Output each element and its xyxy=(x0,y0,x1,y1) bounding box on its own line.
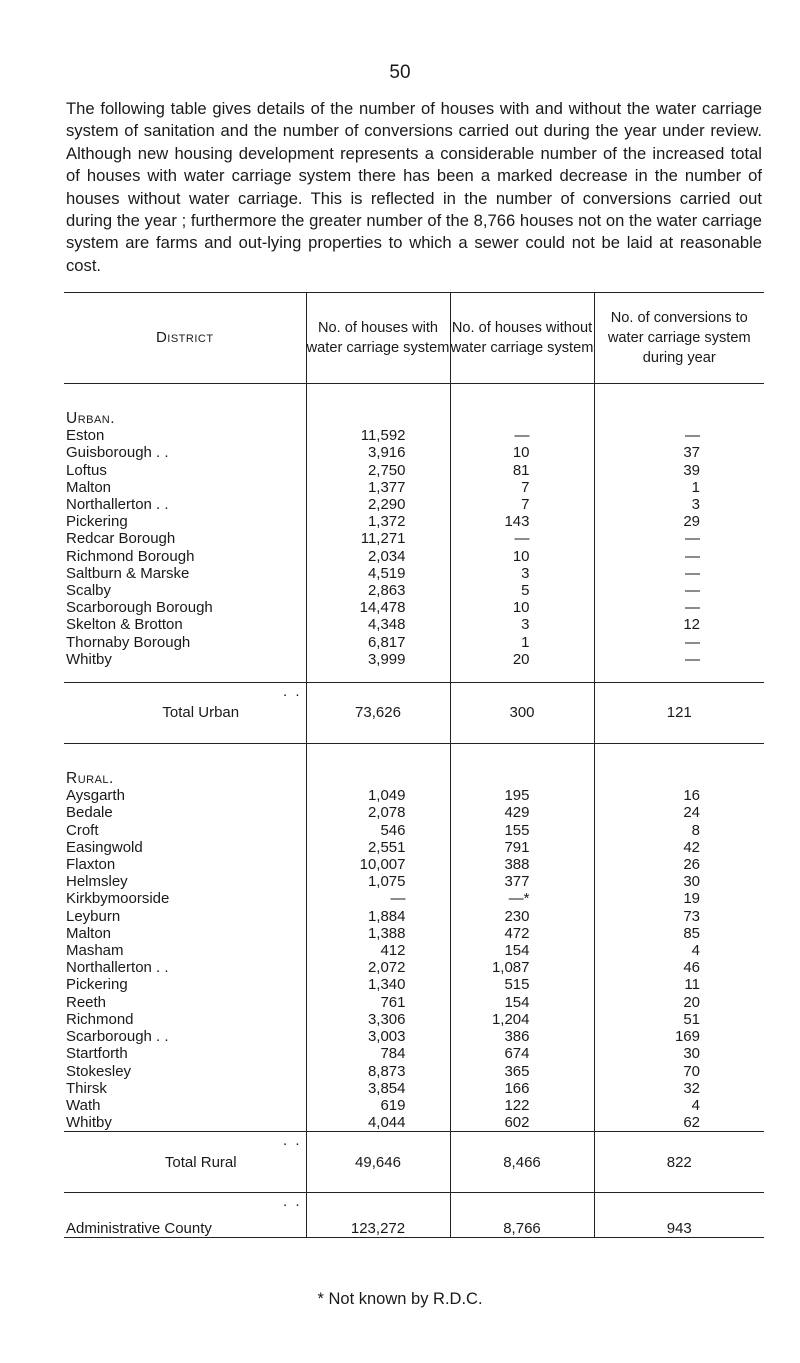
houses-with-value: 14,478 xyxy=(306,599,450,616)
table-row xyxy=(64,530,764,547)
table-row xyxy=(64,804,764,821)
district-name: Malton xyxy=(66,478,112,496)
conversions-value: — xyxy=(594,427,764,444)
conversions-value: — xyxy=(594,582,764,599)
total-without-value: 8,466 xyxy=(450,1132,594,1193)
district-name: Kirkbymoorside xyxy=(66,890,170,908)
conversions-value: 39 xyxy=(594,462,764,479)
table-row xyxy=(64,616,764,633)
conversions-value: 73 xyxy=(594,908,764,925)
houses-with-value: 3,916 xyxy=(306,444,450,461)
conversions-value: 4 xyxy=(594,942,764,959)
table-row xyxy=(64,890,764,907)
table-row xyxy=(64,1011,764,1028)
district-name: Guisborough . . xyxy=(66,444,169,462)
district-name: Easingwold xyxy=(66,838,143,856)
total-urban-row xyxy=(64,683,764,744)
table-row xyxy=(64,976,764,993)
total-with-value: 73,626 xyxy=(306,683,450,744)
houses-with-value: 8,873 xyxy=(306,1063,450,1080)
houses-without-value: 365 xyxy=(450,1063,594,1080)
table-row xyxy=(64,1045,764,1062)
houses-without-value: 10 xyxy=(450,548,594,565)
houses-without-value: 429 xyxy=(450,804,594,821)
intro-paragraph: The following table gives details of the number of houses with and without the water carriage system of sanitation and the number of conversions carried out during the year under review. Although new housing development represents a considerable number of the increased total of houses with water carriage system there has been a marked decrease in the number of houses without water carriage. This is reflected in the number of conversions carried out during the year ; furthermore the greater number of the 8,766 houses not on the water carriage system are farms and out-lying properties to which a sewer could not be laid at reasonable cost. xyxy=(66,99,762,275)
district-name: Skelton & Brotton xyxy=(66,616,183,634)
houses-without-value: 230 xyxy=(450,908,594,925)
houses-without-value: 5 xyxy=(450,582,594,599)
district-name: Croft xyxy=(66,821,99,839)
houses-without-value: 154 xyxy=(450,994,594,1011)
houses-with-value: 1,388 xyxy=(306,925,450,942)
section-heading-row xyxy=(64,410,764,427)
conversions-value: 30 xyxy=(594,1045,764,1062)
houses-without-value: 166 xyxy=(450,1080,594,1097)
conversions-value: 46 xyxy=(594,959,764,976)
district-name: Eston xyxy=(66,427,105,445)
district-name: Scalby xyxy=(66,582,112,600)
district-name: Startforth xyxy=(66,1045,128,1063)
houses-without-value: 1 xyxy=(450,634,594,651)
houses-with-value: 1,372 xyxy=(306,513,450,530)
table-row xyxy=(64,873,764,890)
houses-without-value: 602 xyxy=(450,1114,594,1132)
district-name: Leyburn xyxy=(66,907,121,925)
houses-with-value: 2,078 xyxy=(306,804,450,821)
table-row xyxy=(64,496,764,513)
table-row xyxy=(64,651,764,668)
table-row xyxy=(64,599,764,616)
houses-without-value: 791 xyxy=(450,839,594,856)
houses-without-value: 515 xyxy=(450,976,594,993)
district-name: Scarborough . . xyxy=(66,1028,169,1046)
total-label xyxy=(64,1132,306,1193)
houses-with-value: 4,519 xyxy=(306,565,450,582)
conversions-value: 29 xyxy=(594,513,764,530)
table-row xyxy=(64,925,764,942)
section-label-text: Rural. xyxy=(66,770,114,788)
table-row xyxy=(64,1080,764,1097)
conversions-value: 62 xyxy=(594,1114,764,1132)
district-name: Flaxton xyxy=(66,856,116,874)
total-without-value: 300 xyxy=(450,683,594,744)
houses-with-value: 619 xyxy=(306,1097,450,1114)
grand-total-row xyxy=(64,1193,764,1238)
conversions-value: 8 xyxy=(594,822,764,839)
houses-with-value: 2,551 xyxy=(306,839,450,856)
houses-with-value: 1,884 xyxy=(306,908,450,925)
conversions-value: 20 xyxy=(594,994,764,1011)
houses-with-value: — xyxy=(306,890,450,907)
houses-without-value: 154 xyxy=(450,942,594,959)
district-name: Bedale xyxy=(66,804,113,822)
table-row xyxy=(64,462,764,479)
footnote: * Not known by R.D.C. xyxy=(317,1290,483,1308)
total-with-value: 123,272 xyxy=(306,1193,450,1238)
conversions-value: 70 xyxy=(594,1063,764,1080)
houses-with-value: 412 xyxy=(306,942,450,959)
houses-without-value: 1,087 xyxy=(450,959,594,976)
conversions-value: 16 xyxy=(594,787,764,804)
houses-with-value: 6,817 xyxy=(306,634,450,651)
district-name: Wath xyxy=(66,1096,101,1114)
district-name: Stokesley xyxy=(66,1062,132,1080)
total-label xyxy=(64,683,306,744)
houses-with-value: 11,592 xyxy=(306,427,450,444)
header-without-water-carriage: No. of houses without water carriage system xyxy=(450,293,594,384)
houses-with-value: 1,377 xyxy=(306,479,450,496)
total-label-text: Total Urban xyxy=(162,704,240,722)
total-with-value: 49,646 xyxy=(306,1132,450,1193)
table-row xyxy=(64,513,764,530)
conversions-value: 3 xyxy=(594,496,764,513)
district-name: Northallerton . . xyxy=(66,959,169,977)
table-row xyxy=(64,839,764,856)
district-name: Richmond xyxy=(66,1010,134,1028)
header-district: District xyxy=(64,293,306,384)
leader-dots: . . xyxy=(282,1193,302,1211)
table-row xyxy=(64,1114,764,1132)
table-row xyxy=(64,959,764,976)
houses-with-value: 2,750 xyxy=(306,462,450,479)
houses-with-value: 4,348 xyxy=(306,616,450,633)
conversions-value: 30 xyxy=(594,873,764,890)
houses-with-value: 1,340 xyxy=(306,976,450,993)
table-row xyxy=(64,787,764,804)
houses-without-value: 377 xyxy=(450,873,594,890)
district-name: Reeth xyxy=(66,993,107,1011)
table-row xyxy=(64,1028,764,1045)
table-row xyxy=(64,634,764,651)
total-conversions-value: 121 xyxy=(594,683,764,744)
section-label-text: Urban. xyxy=(66,410,116,427)
table-row xyxy=(64,1063,764,1080)
district-name: Thornaby Borough xyxy=(66,633,191,651)
district-name: Northallerton . . xyxy=(66,496,169,514)
houses-without-value: 10 xyxy=(450,444,594,461)
houses-without-value: 472 xyxy=(450,925,594,942)
houses-without-value: 386 xyxy=(450,1028,594,1045)
houses-with-value: 784 xyxy=(306,1045,450,1062)
header-conversions: No. of conversions to water carriage system during year xyxy=(594,293,764,384)
houses-with-value: 3,999 xyxy=(306,651,450,668)
conversions-value: 12 xyxy=(594,616,764,633)
section-heading-row xyxy=(64,770,764,787)
conversions-value: — xyxy=(594,530,764,547)
leader-dots: . . xyxy=(282,1132,302,1150)
conversions-value: — xyxy=(594,565,764,582)
houses-without-value: — xyxy=(450,530,594,547)
houses-with-value: 546 xyxy=(306,822,450,839)
conversions-value: 24 xyxy=(594,804,764,821)
conversions-value: 42 xyxy=(594,839,764,856)
conversions-value: 19 xyxy=(594,890,764,907)
houses-with-value: 3,003 xyxy=(306,1028,450,1045)
conversions-value: 32 xyxy=(594,1080,764,1097)
table-row xyxy=(64,908,764,925)
table-row xyxy=(64,444,764,461)
total-rural-row xyxy=(64,1132,764,1193)
houses-without-value: 122 xyxy=(450,1097,594,1114)
conversions-value: 1 xyxy=(594,479,764,496)
houses-without-value: 674 xyxy=(450,1045,594,1062)
leader-dots: . . xyxy=(282,683,302,701)
houses-with-value: 4,044 xyxy=(306,1114,450,1132)
houses-with-value: 3,854 xyxy=(306,1080,450,1097)
houses-without-value: 3 xyxy=(450,565,594,582)
total-label-text: Total Rural xyxy=(164,1153,237,1171)
conversions-value: 26 xyxy=(594,856,764,873)
table-row xyxy=(64,479,764,496)
table-row xyxy=(64,548,764,565)
district-name: Redcar Borough xyxy=(66,530,176,548)
houses-without-value: — xyxy=(450,427,594,444)
houses-with-value: 761 xyxy=(306,994,450,1011)
conversions-value: — xyxy=(594,599,764,616)
houses-with-value: 2,290 xyxy=(306,496,450,513)
district-name: Masham xyxy=(66,942,124,960)
total-label-text: Administrative County xyxy=(66,1220,212,1238)
conversions-value: 169 xyxy=(594,1028,764,1045)
table-row xyxy=(64,1097,764,1114)
houses-without-value: 81 xyxy=(450,462,594,479)
district-name: Thirsk xyxy=(66,1079,107,1097)
houses-without-value: 3 xyxy=(450,616,594,633)
houses-with-value: 2,863 xyxy=(306,582,450,599)
district-name: Scarborough Borough xyxy=(66,599,213,617)
conversions-value: 85 xyxy=(594,925,764,942)
conversions-value: — xyxy=(594,634,764,651)
houses-with-value: 11,271 xyxy=(306,530,450,547)
houses-without-value: 155 xyxy=(450,822,594,839)
table-row xyxy=(64,582,764,599)
total-label xyxy=(64,1193,306,1238)
conversions-value: — xyxy=(594,651,764,668)
houses-with-value: 10,007 xyxy=(306,856,450,873)
table-row xyxy=(64,427,764,444)
houses-without-value: 1,204 xyxy=(450,1011,594,1028)
section-label xyxy=(64,770,306,787)
conversions-value: 51 xyxy=(594,1011,764,1028)
district-name: Helmsley xyxy=(66,873,128,891)
houses-with-value: 1,075 xyxy=(306,873,450,890)
district-name: Whitby xyxy=(66,1114,112,1132)
district-name: Richmond Borough xyxy=(66,547,195,565)
conversions-value: 37 xyxy=(594,444,764,461)
houses-without-value: 143 xyxy=(450,513,594,530)
page-number: 50 xyxy=(389,62,411,83)
table-row xyxy=(64,994,764,1011)
section-label xyxy=(64,410,306,427)
district-name: Loftus xyxy=(66,461,107,479)
total-conversions-value: 943 xyxy=(594,1193,764,1238)
total-conversions-value: 822 xyxy=(594,1132,764,1193)
district-name: Pickering xyxy=(66,513,128,531)
table-header-row xyxy=(64,293,764,384)
conversions-value: 4 xyxy=(594,1097,764,1114)
houses-with-value: 2,072 xyxy=(306,959,450,976)
houses-without-value: 195 xyxy=(450,787,594,804)
houses-without-value: 7 xyxy=(450,496,594,513)
district-name: Pickering xyxy=(66,976,128,994)
houses-with-value: 2,034 xyxy=(306,548,450,565)
table-row xyxy=(64,856,764,873)
district-name: Aysgarth xyxy=(66,787,125,805)
houses-without-value: 10 xyxy=(450,599,594,616)
houses-without-value: 388 xyxy=(450,856,594,873)
houses-without-value: 7 xyxy=(450,479,594,496)
district-name: Whitby xyxy=(66,650,112,668)
houses-without-value: —* xyxy=(450,890,594,907)
header-with-water-carriage: No. of houses with water carriage system xyxy=(306,293,450,384)
table-row xyxy=(64,822,764,839)
conversions-value: — xyxy=(594,548,764,565)
conversions-value: 11 xyxy=(594,976,764,993)
houses-with-value: 3,306 xyxy=(306,1011,450,1028)
houses-without-value: 20 xyxy=(450,651,594,668)
district-name: Saltburn & Marske xyxy=(66,564,190,582)
district-name: Malton xyxy=(66,924,112,942)
table-row xyxy=(64,565,764,582)
houses-table xyxy=(64,292,764,1238)
total-without-value: 8,766 xyxy=(450,1193,594,1238)
table-row xyxy=(64,942,764,959)
houses-with-value: 1,049 xyxy=(306,787,450,804)
